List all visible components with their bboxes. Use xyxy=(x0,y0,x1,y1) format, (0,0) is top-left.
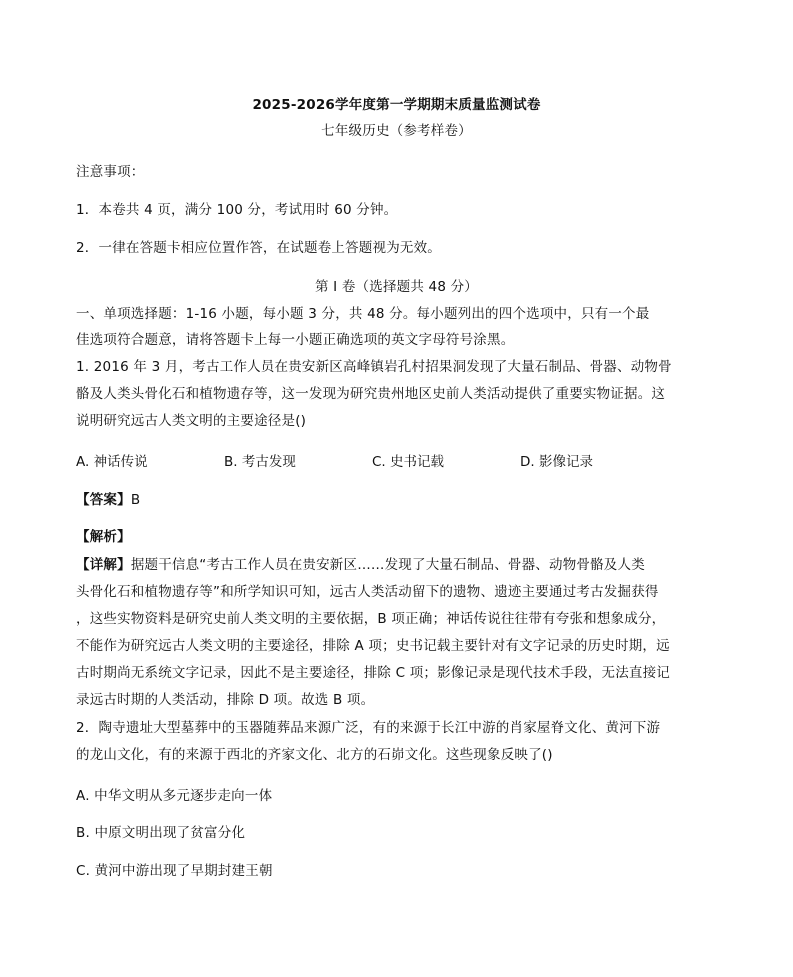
question-1-option-d: D. 影像记录 xyxy=(520,454,593,470)
notice-item-1: 1．本卷共 4 页，满分 100 分，考试用时 60 分钟。 xyxy=(76,202,398,218)
section-heading: 第 I 卷（选择题共 48 分） xyxy=(314,279,479,295)
question-1-answer xyxy=(76,490,140,510)
question-1-detail-line-3: ，这些实物资料是研究史前人类文明的主要依据，B 项正确；神话传说往往带有夸张和想象成分， xyxy=(76,611,666,627)
question-2-stem-line-1: 2．陶寺遗址大型墓葬中的玉器随葬品来源广泛，有的来源于长江中游的肖家屋脊文化、黄河下游 xyxy=(76,720,661,736)
question-1-detail-line-2: 头骨化石和植物遗存等”和所学知识可知，远古人类活动留下的遗物、遗迹主要通过考古发掘获得 xyxy=(76,584,659,600)
question-1-detail-line-5: 古时期尚无系统文字记录，因此不是主要途径，排除 C 项；影像记录是现代技术手段，无法直接记 xyxy=(76,665,671,681)
question-1-option-c: C. 史书记载 xyxy=(372,454,445,470)
detail-text-1: 据题干信息“考古工作人员在贵安新区……发现了大量石制品、骨器、动物骨骼及人类 xyxy=(130,557,645,573)
question-2-option-b: B. 中原文明出现了贫富分化 xyxy=(76,825,246,841)
answer-value: B xyxy=(130,492,141,508)
exam-subtitle: 七年级历史（参考样卷） xyxy=(321,123,472,139)
question-1-detail-line-4: 不能作为研究远古人类文明的主要途径，排除 A 项；史书记载主要针对有文字记录的历史时期，远 xyxy=(76,638,670,654)
analysis-label: 【解析】 xyxy=(76,529,131,545)
question-2-stem-line-2: 的龙山文化，有的来源于西北的齐家文化、北方的石峁文化。这些现象反映了() xyxy=(76,747,553,763)
notice-item-2: 2．一律在答题卡相应位置作答，在试题卷上答题视为无效。 xyxy=(76,240,441,256)
section-instructions-line-1: 一、单项选择题：1-16 小题，每小题 3 分，共 48 分。每小题列出的四个选项中，只有一个最 xyxy=(76,306,650,322)
question-2-option-c: C. 黄河中游出现了早期封建王朝 xyxy=(76,863,273,879)
question-1-detail-line-6: 录远古时期的人类活动，排除 D 项。故选 B 项。 xyxy=(76,692,375,708)
detail-label: 【详解】 xyxy=(76,557,131,573)
question-1-option-b: B. 考古发现 xyxy=(224,454,296,470)
section-instructions-line-2: 佳选项符合题意，请将答题卡上每一小题正确选项的英文字母符号涂黑。 xyxy=(76,332,515,348)
question-1-detail-line-1 xyxy=(76,555,645,575)
exam-title: 2025-2026学年度第一学期期末质量监测试卷 xyxy=(252,97,541,113)
notice-heading: 注意事项： xyxy=(76,164,145,180)
question-1-option-a: A. 神话传说 xyxy=(76,454,148,470)
question-1-stem-line-2: 骼及人类头骨化石和植物遗存等，这一发现为研究贵州地区史前人类活动提供了重要实物证据。这 xyxy=(76,386,666,402)
question-1-stem-line-1: 1. 2016 年 3 月，考古工作人员在贵安新区高峰镇岩孔村招果洞发现了大量石制品、骨器、动物骨 xyxy=(76,359,672,375)
answer-label: 【答案】 xyxy=(76,492,131,508)
question-1-stem-line-3: 说明研究远古人类文明的主要途径是() xyxy=(76,413,307,429)
question-2-option-a: A. 中华文明从多元逐步走向一体 xyxy=(76,788,273,804)
